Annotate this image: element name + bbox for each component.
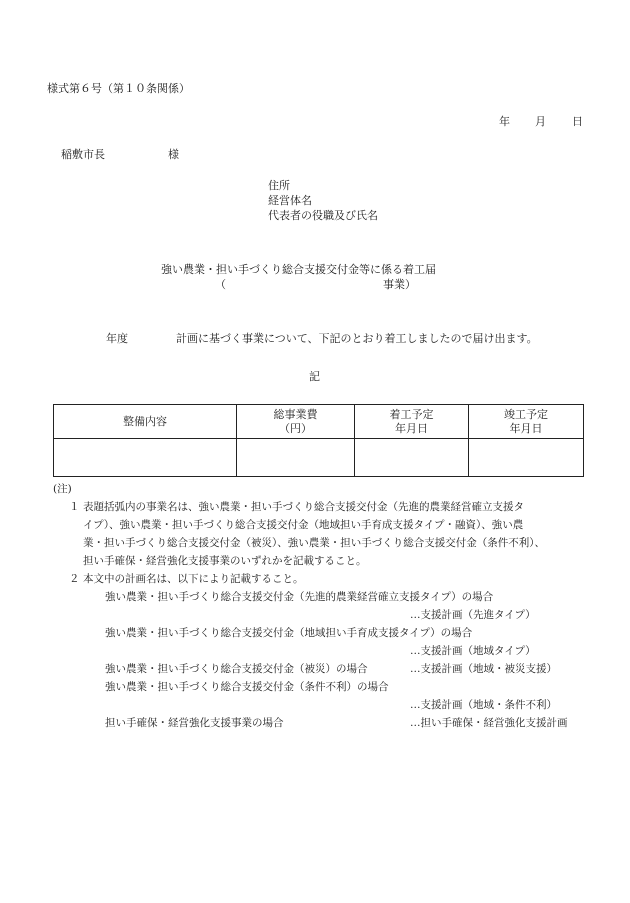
note-1-line: 担い手確保・経営強化支援事業のいずれかを記載すること。 <box>83 555 367 567</box>
note-item-2 <box>53 570 593 588</box>
document-title: 強い農業・担い手づくり総合支援交付金等に係る着工届 <box>161 263 436 276</box>
note-2-case: 強い農業・担い手づくり総合支援交付金（地域担い手育成支援タイプ）の場合 <box>105 627 473 639</box>
header-completion-date: 竣工予定 年月日 <box>469 405 584 439</box>
cell-completion-date[interactable] <box>469 439 584 477</box>
note-2-case: …支援計画（地域タイプ） <box>410 645 536 657</box>
note-1-number: １ <box>69 501 80 513</box>
notes-heading: (注) <box>53 483 72 495</box>
header-total-cost: 総事業費 （円） <box>237 405 355 439</box>
project-name-paren-close: 事業） <box>383 278 416 291</box>
note-1-line: 業・担い手づくり総合支援交付金（被災）、強い農業・担い手づくり総合支援交付金（条件不利）、 <box>83 537 545 549</box>
table-header-row <box>54 405 584 439</box>
form-number: 様式第６号（第１０条関係） <box>47 82 190 95</box>
construction-table <box>53 404 584 477</box>
project-name-paren-open: （ <box>215 278 226 291</box>
applicant-rep-label: 代表者の役職及び氏名 <box>268 209 378 222</box>
note-2-case: …支援計画（地域・条件不利） <box>410 699 557 711</box>
body-text: 計画に基づく事業について、下記のとおり着工しましたので届け出ます。 <box>176 332 538 345</box>
date-month-label: 月 <box>535 115 546 128</box>
note-2-text: 本文中の計画名は、以下により記載すること。 <box>83 573 304 585</box>
ki-heading: 記 <box>309 370 320 383</box>
note-2-case: 強い農業・担い手づくり総合支援交付金（先進的農業経営確立支援タイプ）の場合 <box>105 591 494 603</box>
fiscal-year-label: 年度 <box>106 332 128 345</box>
applicant-address-label: 住所 <box>268 179 290 192</box>
note-item-1 <box>53 498 593 570</box>
note-2-case: …支援計画（先進タイプ） <box>410 609 536 621</box>
header-start-date: 着工予定 年月日 <box>355 405 469 439</box>
table-row <box>54 439 584 477</box>
cell-start-date[interactable] <box>355 439 469 477</box>
cell-content[interactable] <box>54 439 237 477</box>
addressee-honorific: 様 <box>168 148 179 161</box>
note-2-case: 担い手確保・経営強化支援事業の場合 …担い手確保・経営強化支援計画 <box>105 717 568 729</box>
note-1-line: 表題括弧内の事業名は、強い農業・担い手づくり総合支援交付金（先進的農業経営確立支援タ <box>83 501 524 513</box>
note-2-number: ２ <box>69 573 80 585</box>
note-2-case: 強い農業・担い手づくり総合支援交付金（被災）の場合 …支援計画（地域・被災支援） <box>105 663 557 675</box>
note-1-line: イプ）、強い農業・担い手づくり総合支援交付金（地域担い手育成支援タイプ・融資）、強い農 <box>83 519 524 531</box>
date-day-label: 日 <box>572 115 583 128</box>
applicant-org-label: 経営体名 <box>268 194 312 207</box>
header-content: 整備内容 <box>54 405 237 439</box>
date-year-label: 年 <box>499 115 510 128</box>
cell-total-cost[interactable] <box>237 439 355 477</box>
addressee-name: 稲敷市長 <box>61 148 105 161</box>
notes <box>53 480 593 732</box>
note-2-case: 強い農業・担い手づくり総合支援交付金（条件不利）の場合 <box>105 681 389 693</box>
